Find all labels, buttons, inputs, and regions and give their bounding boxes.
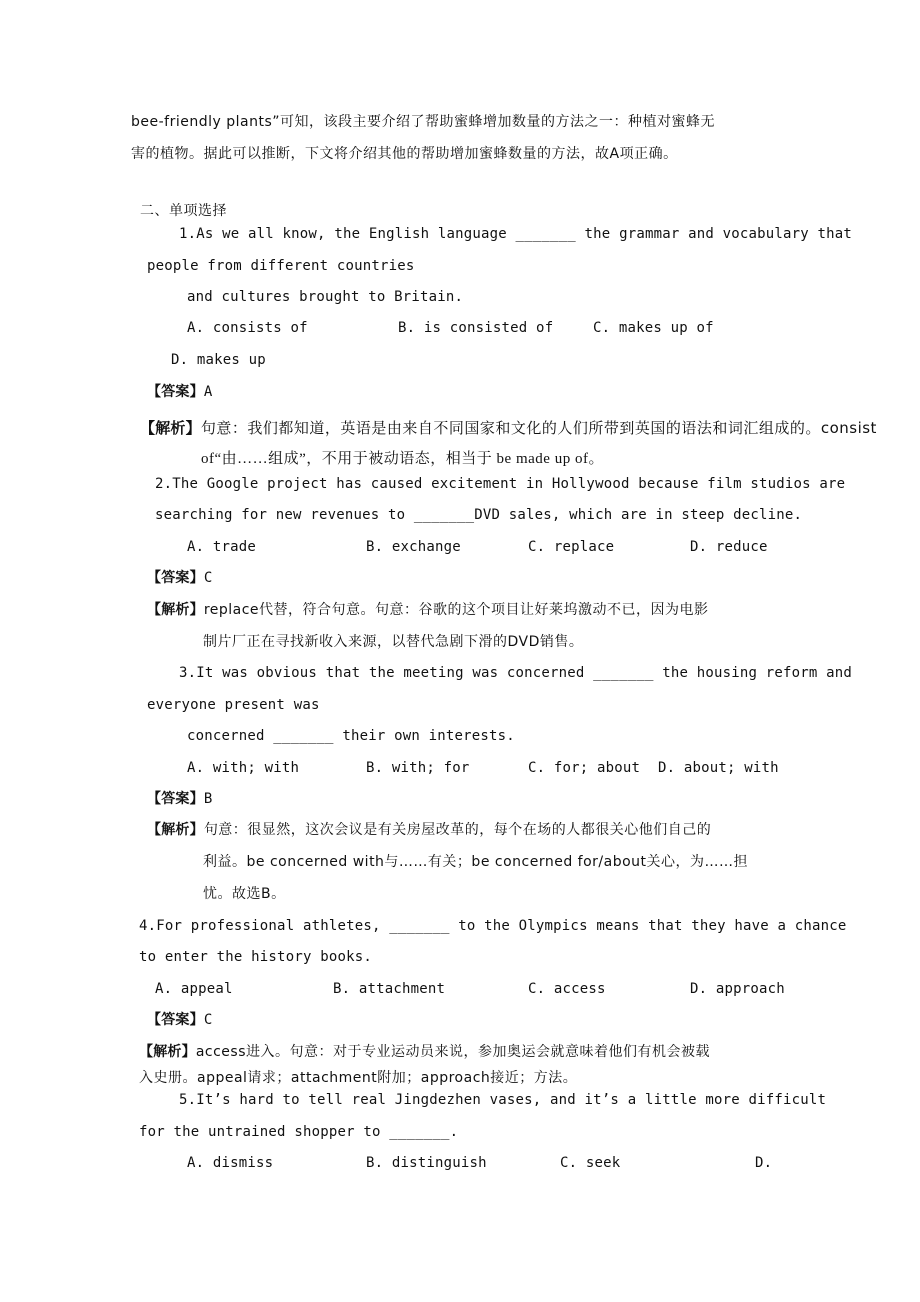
option-b: B. is consisted of <box>398 320 554 336</box>
question-stem-line: 2.The Google project has caused excitement in Hollywood because film studios are <box>155 476 846 492</box>
intro-line-1: bee-friendly plants”可知，该段主要介绍了帮助蜜蜂增加数量的方法之一：种植对蜜蜂无 <box>131 114 716 130</box>
question-stem-line: searching for new revenues to _______DVD sales, which are in steep decline. <box>155 507 803 523</box>
option-c: C. makes up of <box>593 320 714 336</box>
option-a: A. consists of <box>187 320 308 336</box>
analysis-line: 制片厂正在寻找新收入来源，以替代急剧下滑的DVD销售。 <box>203 634 584 650</box>
answer-line <box>147 789 212 809</box>
option-c: C. for; about <box>528 760 641 776</box>
analysis-line: 入史册。appeal请求；attachment附加；approach接近；方法。 <box>139 1070 578 1086</box>
answer-value: B <box>203 791 213 807</box>
analysis-line <box>147 600 709 620</box>
answer-value: C <box>203 570 213 586</box>
option-d: D. <box>755 1155 773 1171</box>
option-d: D. reduce <box>690 539 768 555</box>
intro-line-2: 害的植物。据此可以推断，下文将介绍其他的帮助增加蜜蜂数量的方法，故A项正确。 <box>131 146 678 162</box>
options-row <box>0 979 920 999</box>
option-c: C. replace <box>528 539 615 555</box>
question-stem-line: for the untrained shopper to _______. <box>139 1124 459 1140</box>
answer-line <box>147 1010 212 1030</box>
option-d: D. makes up <box>171 352 266 368</box>
analysis-line: of“由……组成”，不用于被动语态，相当于 be made up of。 <box>201 451 604 467</box>
option-d: D. about; with <box>658 760 779 776</box>
analysis-label: 【解析】 <box>147 602 204 618</box>
answer-line <box>147 568 212 588</box>
answer-label: 【答案】 <box>147 384 204 400</box>
option-b: B. distinguish <box>366 1155 487 1171</box>
analysis-text: 句意：我们都知道，英语是由来自不同国家和文化的人们所带到英国的语法和词汇组成的。consist <box>200 419 877 437</box>
question-stem-line: 4.For professional athletes, _______ to the Olympics means that they have a chance <box>139 918 847 934</box>
option-a: A. trade <box>187 539 257 555</box>
answer-value: A <box>203 384 213 400</box>
options-row <box>0 318 920 338</box>
analysis-text: access进入。句意：对于专业运动员来说，参加奥运会就意味着他们有机会被载 <box>195 1044 710 1060</box>
question-stem-line: everyone present was <box>147 697 320 713</box>
answer-label: 【答案】 <box>147 1012 204 1028</box>
option-b: B. exchange <box>366 539 461 555</box>
section-title: 二、单项选择 <box>140 203 227 219</box>
options-row <box>0 537 920 557</box>
option-c: C. access <box>528 981 606 997</box>
question-stem-line: and cultures brought to Britain. <box>187 289 464 305</box>
question-stem-line: 1.As we all know, the English language _______ the grammar and vocabulary that <box>179 226 853 242</box>
question-stem-line: 3.It was obvious that the meeting was concerned _______ the housing reform and <box>179 665 853 681</box>
analysis-line <box>139 1042 710 1062</box>
option-a: A. appeal <box>155 981 233 997</box>
option-b: B. attachment <box>333 981 446 997</box>
question-stem-line: 5.It’s hard to tell real Jingdezhen vases, and it’s a little more difficult <box>179 1092 827 1108</box>
option-b: B. with; for <box>366 760 470 776</box>
analysis-label: 【解析】 <box>147 822 204 838</box>
option-d: D. approach <box>690 981 785 997</box>
analysis-line: 忧。故选B。 <box>203 886 286 902</box>
question-stem-line: people from different countries <box>147 258 415 274</box>
answer-line <box>147 382 212 402</box>
analysis-line <box>147 820 711 840</box>
answer-value: C <box>203 1012 213 1028</box>
option-c: C. seek <box>560 1155 621 1171</box>
answer-label: 【答案】 <box>147 791 204 807</box>
answer-label: 【答案】 <box>147 570 204 586</box>
analysis-text: 句意：很显然，这次会议是有关房屋改革的，每个在场的人都很关心他们自己的 <box>203 822 712 838</box>
option-a: A. with; with <box>187 760 300 776</box>
analysis-label: 【解析】 <box>139 1044 196 1060</box>
analysis-text: replace代替，符合句意。句意：谷歌的这个项目让好莱坞激动不已，因为电影 <box>203 602 709 618</box>
question-stem-line: concerned _______ their own interests. <box>187 728 515 744</box>
analysis-label: 【解析】 <box>140 419 201 437</box>
analysis-line: 利益。be concerned with与……有关；be concerned for/about关心，为……担 <box>203 854 749 870</box>
options-row <box>0 1153 920 1173</box>
analysis-line <box>140 418 877 439</box>
option-a: A. dismiss <box>187 1155 274 1171</box>
options-row <box>0 758 920 778</box>
question-stem-line: to enter the history books. <box>139 949 372 965</box>
